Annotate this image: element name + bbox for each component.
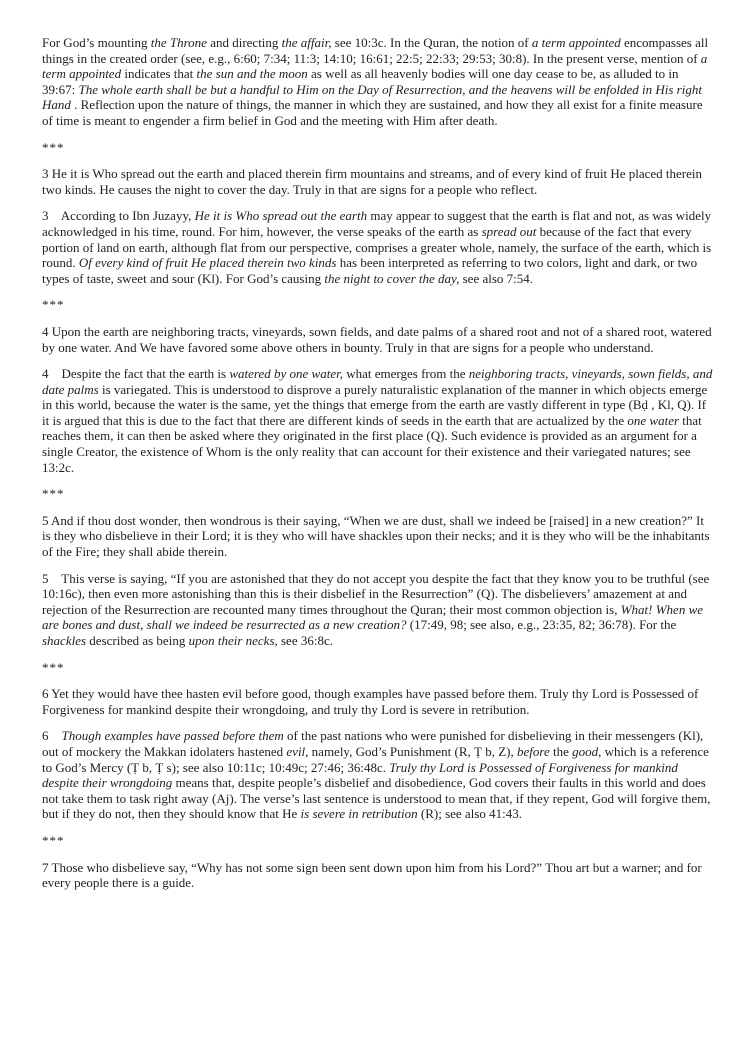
text-run: that reaches them, it can then be asked where they originated in the first place (Q). Such evidence is provided as an argument for a single Creator, the existence of Whom is the only reality that can account for their existence and their variegated natures; see 13:2c. (42, 412, 702, 475)
text-run: 4 Upon the earth are neighboring tracts, vineyards, sown fields, and date palms of a shared root and not of a shared root, watered by one water. And We have favored some above others in bounty. Truly in that are signs for a people who understand. (42, 323, 712, 355)
section-separator: *** (42, 297, 65, 313)
italic-text-run: Of every kind of fruit He placed therein two kinds (78, 255, 337, 271)
text-run: encompasses all things in the created order (see, e.g., 6:60; 7:34; 11:3; 14:10; 16:61; 22:5; 22:33; 29:53; 30:8). In the present verse, mention of (42, 35, 709, 66)
text-run: is variegated. This is understood to disprove a purely naturalistic explanation of the manner in which objects emerge in this world, because the water is the same, yet the things that emerge from the earth are vastly different in type (Bḍ , Kl, Q). If it is argued that this is due to the fact that there are different kinds of seeds in the earth that are actualized by the (42, 381, 708, 428)
italic-text-run: shackles (42, 633, 87, 648)
text-run: 7 Those who disbelieve say, “Why has not some sign been sent down upon him from his Lord?” Thou art but a warner; and for every people there is a guide. (42, 859, 702, 891)
commentary-4 (42, 366, 714, 475)
text-run: For God’s mounting (42, 35, 151, 50)
verse-5 (42, 513, 714, 560)
text-run: which is a reference to God’s Mercy (Ṭ b, Ṭ s); see also 10:11c; 10:49c; 27:46; 36:48c. (42, 743, 709, 775)
text-run: 3 According to Ibn Juzayy, (42, 208, 195, 224)
italic-text-run: the sun and the moon (196, 66, 308, 82)
verse-3 (42, 166, 714, 197)
text-run: 6 Yet they would have thee hasten evil before good, though examples have passed before them. Truly thy Lord is Possessed of Forgiveness for mankind despite their wrongdoing, and truly thy Lord is severe in retribution. (42, 686, 699, 717)
italic-text-run: What! When we are bones and dust, shall we indeed be resurrected as a new creation? (42, 601, 704, 633)
commentary-5 (42, 571, 714, 649)
italic-text-run: before (517, 743, 550, 759)
text-run: described as being (86, 633, 189, 648)
text-run: 6 (42, 728, 62, 744)
text-run: (R); see also 41:43. (417, 806, 522, 822)
italic-text-run: neighboring tracts, vineyards, sown fields, and date palms (42, 366, 713, 397)
section-separator: *** (42, 659, 65, 675)
text-run: the (549, 743, 573, 759)
section-separator: *** (42, 486, 65, 502)
text-run: and directing (206, 35, 282, 50)
italic-text-run: spread out (481, 223, 537, 239)
commentary-2-continued (42, 35, 714, 129)
text-run: 5 And if thou dost wonder, then wondrous is their saying, “When we are dust, shall we indeed be [raised] in a new creation?” It is they who disbelieve in their Lord; it is they who will have shackles upon their necks; and it is they who will be the inhabitants of the Fire; they shall abide therein. (42, 512, 710, 560)
verse-7 (42, 860, 714, 891)
text-run: as well as all heavenly bodies will one day cease to be, as alluded to in 39:67: (42, 66, 679, 97)
italic-text-run: The whole earth shall be but a handful to Him on the Day of Resurrection, and the heavens will be enfolded in His right Hand (42, 81, 702, 113)
text-run: of the past nations who were punished for disbelieving in their messengers (Kl), out of mockery the Makkan idolaters hastened (42, 728, 704, 759)
italic-text-run: Truly thy Lord is Possessed of Forgiveness for mankind despite their wrongdoing (42, 759, 678, 791)
commentary-6 (42, 728, 714, 822)
verse-4 (42, 324, 714, 355)
italic-text-run: Though examples have passed before them (61, 728, 284, 744)
italic-text-run: upon their necks, (188, 633, 278, 648)
italic-text-run: watered by one water, (229, 366, 343, 382)
text-run: may appear to suggest that the earth is flat and not, as was widely acknowledged in his time, round. For him, however, the verse speaks of the earth as (42, 208, 712, 239)
section-separator: *** (42, 832, 65, 848)
text-run: see 10:3c. In the Quran, the notion of (331, 35, 532, 50)
italic-text-run: the Throne (150, 35, 207, 50)
text-run: . Reflection upon the nature of things, the manner in which they are sustained, and how they all exist for a finite measure of time is meant to engender a firm belief in God and the meeting with Him after death. (42, 97, 703, 128)
text-run: has been interpreted as referring to two colors, light and dark, or two types of taste, sweet and sour (Kl). For God’s causing (42, 255, 698, 286)
text-run: namely, God’s Punishment (R, Ṭ b, Z), (308, 743, 518, 759)
text-run: what emerges from the (342, 366, 469, 382)
section-separator: *** (42, 139, 65, 155)
italic-text-run: the affair, (281, 35, 332, 50)
page-text-column (42, 35, 714, 902)
italic-text-run: evil, (286, 743, 309, 759)
text-run: see also 7:54. (459, 270, 534, 286)
text-run: 5 This verse is saying, “If you are astonished that they do not accept you despite the fact that they know you to be truthful (see 10:16c), then even more astonishing than this is their disbelief in the Resurrection” (Q). The disbelievers’ amazement at and rejection of the Resurrection are recounted many times throughout the Quran; their most common objection is, (42, 570, 710, 617)
text-run: 3 He it is Who spread out the earth and placed therein firm mountains and streams, and of every kind of fruit He placed therein two kinds. He causes the night to cover the day. Truly in that are signs for a people who reflect. (42, 166, 703, 197)
text-run: see 36:8c. (277, 633, 333, 648)
text-run: means that, despite people’s disbelief and disobedience, God covers their faults in this world and does not take them to task right away (Aj). The verse’s last sentence is understood to mean that, if they repent, God will forgive them, but if they do not, then they should know that He (42, 775, 711, 822)
italic-text-run: the night to cover the day, (324, 270, 460, 286)
verse-6 (42, 686, 714, 717)
italic-text-run: good, (572, 743, 602, 759)
italic-text-run: is severe in retribution (300, 806, 418, 822)
text-run: because of the fact that every portion of land on earth, although flat from our perspective, comprises a greater whole, namely, the surface of the earth, which is round. (42, 223, 712, 271)
text-run: 4 Despite the fact that the earth is (42, 366, 230, 382)
text-run: (17:49, 98; see also, e.g., 23:35, 82; 36:78). For the (406, 617, 677, 633)
italic-text-run: one water (627, 412, 680, 428)
commentary-3 (42, 208, 714, 286)
text-run: indicates that (121, 66, 197, 82)
italic-text-run: He it is Who spread out the earth (194, 208, 368, 224)
italic-text-run: a term appointed (531, 35, 621, 50)
italic-text-run: a term appointed (42, 50, 708, 82)
